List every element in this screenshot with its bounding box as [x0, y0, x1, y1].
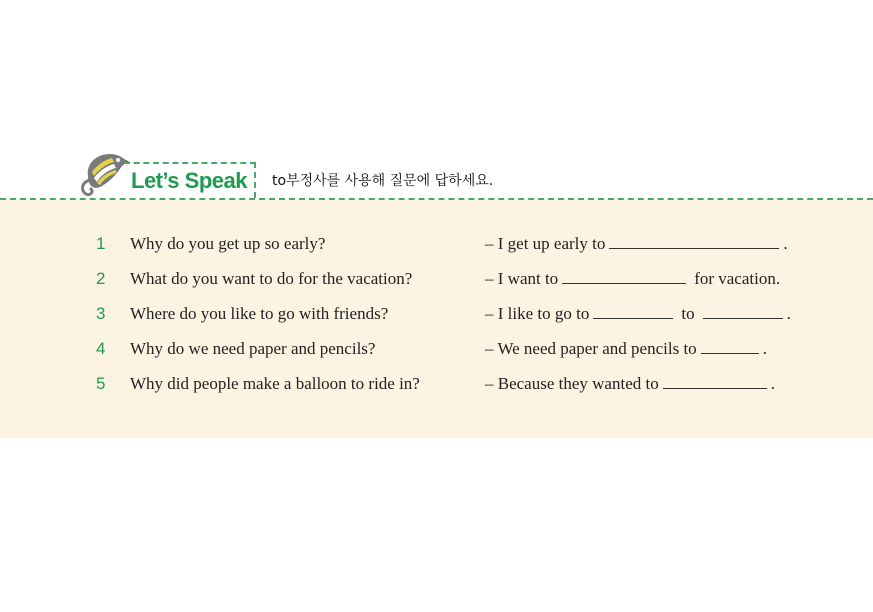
answer-middle: to	[681, 304, 695, 323]
answer-suffix: .	[783, 234, 788, 253]
exercise-row	[0, 374, 873, 404]
answer-prefix: – We need paper and pencils to	[485, 339, 697, 358]
question-text: Why do we need paper and pencils?	[130, 339, 376, 358]
item-number: 3	[96, 304, 106, 323]
item-number: 5	[96, 374, 106, 393]
answer-line	[485, 374, 775, 394]
answer-suffix: for vacation.	[694, 269, 781, 288]
answer-suffix: .	[786, 304, 791, 323]
exercise-row	[0, 269, 873, 299]
item-number: 2	[96, 269, 106, 288]
answer-blank[interactable]	[703, 304, 783, 319]
answer-prefix: – I want to	[485, 269, 559, 288]
section-header	[0, 146, 873, 200]
answer-line	[485, 234, 788, 254]
exercise-row	[0, 234, 873, 264]
answer-blank[interactable]	[562, 269, 686, 284]
answer-blank[interactable]	[593, 304, 673, 319]
item-number: 4	[96, 339, 106, 358]
answer-line	[485, 339, 767, 359]
answer-line	[485, 269, 780, 289]
question-text: What do you want to do for the vacation?	[130, 269, 413, 288]
exercise-row	[0, 339, 873, 369]
answer-blank[interactable]	[701, 339, 759, 354]
answer-blank[interactable]	[609, 234, 779, 249]
section-title: Let’s Speak	[131, 168, 247, 193]
answer-line	[485, 304, 791, 324]
question-text: Why do you get up so early?	[130, 234, 326, 253]
instruction-text: to부정사를 사용해 질문에 답하세요.	[272, 173, 494, 189]
exercise-row	[0, 304, 873, 334]
answer-blank[interactable]	[663, 374, 767, 389]
answer-prefix: – Because they wanted to	[485, 374, 659, 393]
answer-suffix: .	[762, 339, 767, 358]
question-text: Why did people make a balloon to ride in?	[130, 374, 420, 393]
item-number: 1	[96, 234, 106, 253]
answer-prefix: – I get up early to	[485, 234, 606, 253]
answer-suffix: .	[770, 374, 775, 393]
question-text: Where do you like to go with friends?	[130, 304, 389, 323]
answer-prefix: – I like to go to	[485, 304, 590, 323]
